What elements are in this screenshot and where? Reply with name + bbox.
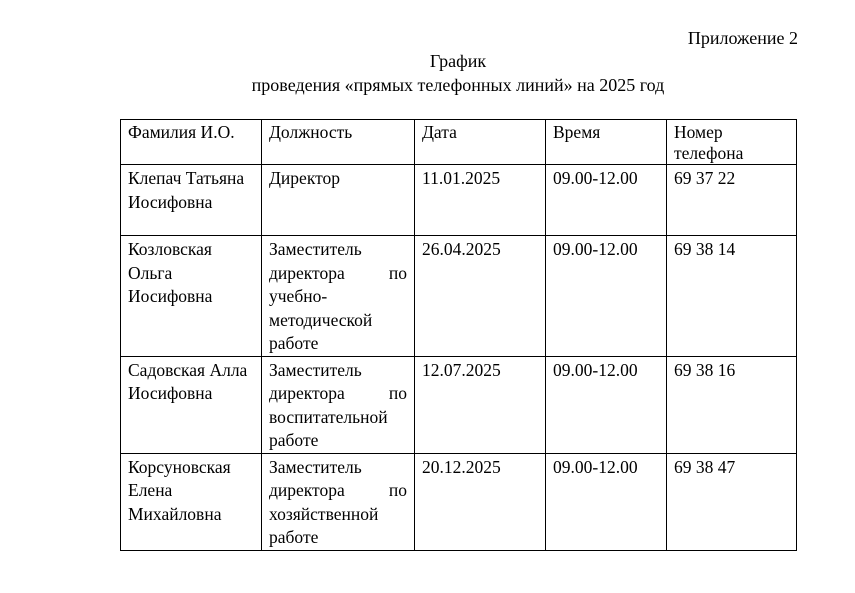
document-title: График xyxy=(429,51,487,71)
table-row xyxy=(121,356,797,453)
table-row xyxy=(121,236,797,357)
cell-date: 12.07.2025 xyxy=(415,356,546,453)
document-subtitle: проведения «прямых телефонных линий» на 2025 год xyxy=(251,75,665,95)
cell-name: Козловская Ольга Иосифовна xyxy=(121,236,262,357)
cell-time: 09.00-12.00 xyxy=(546,165,667,236)
appendix-label: Приложение 2 xyxy=(687,28,798,48)
cell-phone: 69 38 14 xyxy=(667,236,797,357)
cell-phone: 69 38 47 xyxy=(667,453,797,550)
cell-position: Заместитель директора по хозяйственной работе xyxy=(262,453,415,550)
hotline-schedule-table xyxy=(120,119,797,551)
cell-phone: 69 37 22 xyxy=(667,165,797,236)
cell-date: 11.01.2025 xyxy=(415,165,546,236)
cell-phone: 69 38 16 xyxy=(667,356,797,453)
cell-name: Клепач Татьяна Иосифовна xyxy=(121,165,262,236)
cell-date: 20.12.2025 xyxy=(415,453,546,550)
cell-name: Садовская Алла Иосифовна xyxy=(121,356,262,453)
table-row xyxy=(121,453,797,550)
table-row xyxy=(121,165,797,236)
cell-position: Заместитель директора по воспитательной работе xyxy=(262,356,415,453)
cell-name: Корсуновская Елена Михайловна xyxy=(121,453,262,550)
column-header-time: Время xyxy=(546,120,667,165)
cell-date: 26.04.2025 xyxy=(415,236,546,357)
cell-time: 09.00-12.00 xyxy=(546,453,667,550)
column-header-position: Должность xyxy=(262,120,415,165)
cell-time: 09.00-12.00 xyxy=(546,356,667,453)
column-header-name: Фамилия И.О. xyxy=(121,120,262,165)
column-header-date: Дата xyxy=(415,120,546,165)
cell-position: Заместитель директора по учебно-методической работе xyxy=(262,236,415,357)
column-header-phone: Номер телефона xyxy=(667,120,797,165)
cell-time: 09.00-12.00 xyxy=(546,236,667,357)
table-header-row xyxy=(121,120,797,165)
cell-position: Директор xyxy=(262,165,415,236)
